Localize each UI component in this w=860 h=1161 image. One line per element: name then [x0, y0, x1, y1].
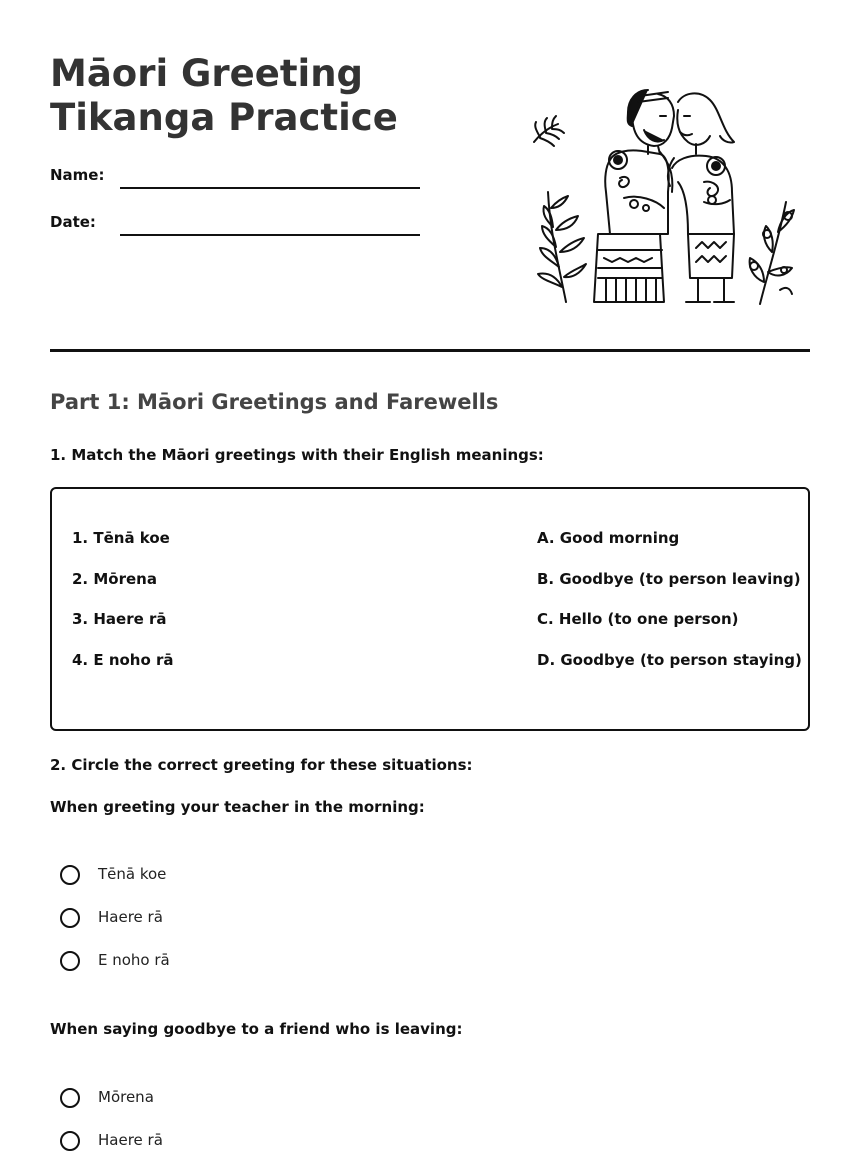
match-right-item: B. Goodbye (to person leaving): [537, 570, 801, 588]
match-left-item: 1. Tēnā koe: [72, 529, 170, 547]
situation-2-text: When saying goodbye to a friend who is leaving:: [50, 1020, 463, 1038]
radio-circle-icon[interactable]: [60, 1131, 80, 1151]
matching-box: [50, 487, 810, 731]
option-label: Haere rā: [98, 908, 163, 926]
match-right-item: D. Goodbye (to person staying): [537, 651, 802, 669]
match-right-item: A. Good morning: [537, 529, 680, 547]
radio-circle-icon[interactable]: [60, 908, 80, 928]
situation-1-text: When greeting your teacher in the morning:: [50, 798, 425, 816]
question-1-prompt: 1. Match the Māori greetings with their English meanings:: [50, 446, 544, 464]
radio-circle-icon[interactable]: [60, 951, 80, 971]
match-right-item: C. Hello (to one person): [537, 610, 739, 628]
match-left-item: 3. Haere rā: [72, 610, 167, 628]
date-field[interactable]: [120, 234, 420, 236]
leaf-plant-icon: [538, 192, 586, 302]
option-label: E noho rā: [98, 951, 170, 969]
option-label: Tēnā koe: [98, 865, 167, 883]
name-label: Name:: [50, 166, 105, 184]
option-label: Haere rā: [98, 1131, 163, 1149]
vine-plant-icon: [750, 202, 794, 304]
page-title: Māori Greeting Tikanga Practice: [50, 52, 398, 139]
woman-figure-icon: [668, 93, 734, 302]
date-label: Date:: [50, 213, 96, 231]
name-field[interactable]: [120, 187, 420, 189]
radio-circle-icon[interactable]: [60, 865, 80, 885]
match-left-item: 4. E noho rā: [72, 651, 174, 669]
option-label: Mōrena: [98, 1088, 154, 1106]
match-left-item: 2. Mōrena: [72, 570, 157, 588]
section-title: Part 1: Māori Greetings and Farewells: [50, 390, 499, 414]
header-divider: [50, 349, 810, 352]
man-figure-icon: [594, 90, 674, 302]
fern-icon: [534, 116, 564, 146]
question-2-prompt: 2. Circle the correct greeting for these situations:: [50, 756, 473, 774]
radio-circle-icon[interactable]: [60, 1088, 80, 1108]
hongi-greeting-illustration: [528, 82, 800, 312]
